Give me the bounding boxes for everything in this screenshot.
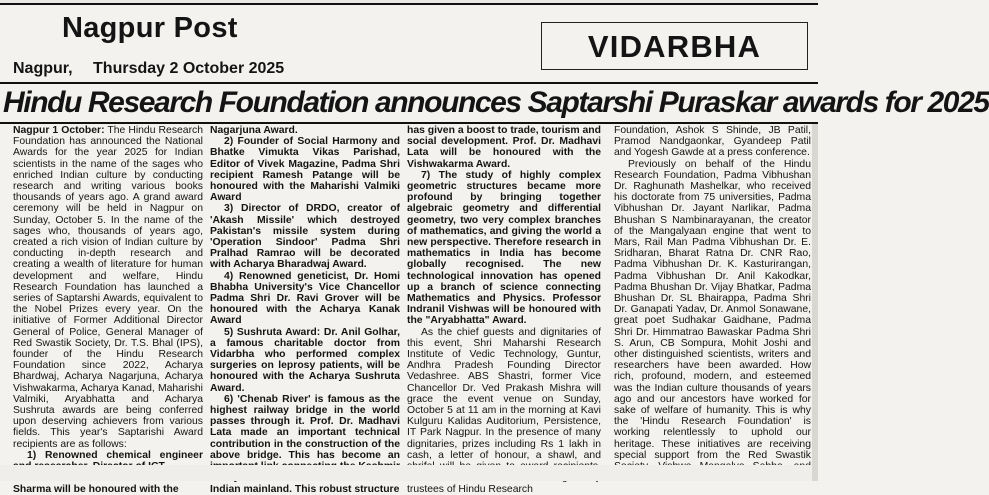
award-3: 3) Director of DRDO, creator of 'Akash Missile' which destroyed Pakistan's missile system during 'Operation Sindoor' Padma Shri Pralhad Ramrao will be decorated with Acharya Bharadwaj Award. [210,203,400,271]
next-article-cutoff [0,465,818,481]
lead-dateline: Nagpur 1 October: [13,125,105,136]
event-details: As the chief guests and dignitaries of this event, Shri Maharshi Research Institute of Vedic Technology, Guntur, Andhra Pradesh Founding Director Vedashree. ABS Shastri, former Vice Chancellor Dr. Ved Prakash Mishra will grace the event venue on Sunday, October 5 at 11 am in the morning at Kavi Kulguru Kalidas Auditorium, Persistence, IT Park Nagpur. In the presence of many dignitaries, prizes including Rs 1 lakh in cash, a letter of honour, a shawl, and trustees of Hindu Research [407,326,601,495]
headline: Hindu Research Foundation announces Saptarshi Puraskar awards for 2025 [3,86,989,119]
award-4: 4) Renowned geneticist, Dr. Homi Bhabha University's Vice Chancellor Padma Shri Dr. Ravi Grover will be honoured with the Acharya Kanak Award [210,270,400,327]
previous-awardees: Previously on behalf of the Hindu Research Foundation, Padma Vibhushan Dr. Raghunath Mashelkar, who received his doctorate from 75 universities, Padma Vibhushan Dr. Jayant Narlikar, Padma Bhushan S Nambinarayanan, the creator of the Mangalyaan engine that went to Mars, Rail Man Padma Vibhushan Dr. E. Sridharan, Bharat Ratna Dr. CNR Rao, Padma Vibhushan Dr. K. Kasturirangan, Padma Vibhushan Dr. Anil Kakodkar, Padma Bhushan Dr. Vijay Bhatkar, Padma Bhushan Dr. SL Bhairappa, Padma Shri Dr. Ganapati Yadav, Dr. Anmol Sonawane, great poet Sudhakar Gaidhane, Padma Shri Dr. Himmatrao Bawaskar Padma Shri S. Arun, CB Sompura, Mohit Joshi and other distinguished scientists, writers and researchers have been awarded. How rich, profound, modern, and esteemed was the Indian culture thousands of years ago and our ancestors have worked for sake of welfare of humanity. This is why the 'Hindu Research Foundation' is working relentlessly to uphold our heritage. These initiatives are receiving special support from the Red Swastik [614,158,811,461]
headline-rule-bottom [0,122,818,124]
award-1-recipient: Sharma will be honoured with the [13,483,179,495]
top-rule [0,3,818,5]
award-6-continued: has given a boost to trade, tourism and social development. Prof. Dr. Madhavi Lata will be honoured with the Vishwakarma Award. [407,125,601,170]
award-1-heading: 1) Renowned chemical engineer [27,449,203,461]
article-column-1 [13,125,203,495]
dateline-city: Nagpur, [13,60,73,77]
award-1-name: Nagarjuna Award. [210,125,298,136]
trustees-paragraph: Foundation, Ashok S Shinde, JB Patil, Pramod Nandgaonkar, Gyandeep Patil and Yogesh Gawde at a press conference. [614,125,811,159]
award-5: 5) Sushruta Award: Dr. Anil Golhar, a famous charitable doctor from Vidarbha who performed complex surgeries on leprosy patients, will be honoured with the Acharya Sushruta Award. [210,326,400,394]
award-6: 6) 'Chenab River' is famous as the highest railway bridge in the world passes through it. Prof. Dr. Madhavi Lata made an important technical contribution in the construction of the above bridge. This has become an Indian mainland. This robust structure [210,393,400,495]
article-column-3 [407,125,601,495]
section-title: VIDARBHA [587,29,762,64]
section-box [541,22,808,70]
page-edge [812,124,818,481]
award-2: 2) Founder of Social Harmony and Bhatke Vimukta Vikas Parishad, Editor of Vivek Magazine, Padma Shri recipient Ramesh Patange will be honoured with the Maharishi Valmiki Award [210,136,400,204]
masthead: Nagpur Post [62,12,238,44]
article-column-2 [210,125,400,495]
article-column-4 [614,125,811,465]
dateline [13,60,284,78]
dateline-date: Thursday 2 October 2025 [93,60,285,77]
lead-paragraph [13,125,203,450]
award-7: 7) The study of highly complex geometric structures became more profound by bringing together algebraic geometry and differential geometry, two very complex branches of mathematics, and giving the world a new perspective. Therefore research in mathematics in India has become globally recognised. The new technological innovation has opened up a branch of science connecting Mathematics and Physics. Professor Indranil Vishwas will be honoured with the "Aryabhatta" Award. [407,169,601,327]
lead-text: The Hindu Research Foundation has announced the National Awards for the year 2025 for Indian scientists in the name of the sages who enriched Indian culture by conducting research and writing various books thousands of years ago. A grand award ceremony will be held in Nagpur on Sunday, October 5. In the name of the sages who, thousands of years ago, created a rich vision of Indian culture by conducting in-depth research and creating a wealth of literature for human development and welfare, Hindu Research Foundation has launched a series of Saptarshi Awards, equivalent to the Nobel Prizes every year. On the initiative of Former Additional Director General of Police, General Manager of Red Swastik Society, Dr. T.S. Bhal (IPS), founder of the Hindu Research Foundation since 2022, Acharya Bhardwaj, Acharya Nagarjuna, Acharya Vishwakarma, Acharya Kanad, Maharishi Valmiki, Aryabhatta and Acharya Sushruta awards are being conferred upon deserving achievers from various fields. This year's Saptarishi Award recipients are as follows: [13,125,203,450]
